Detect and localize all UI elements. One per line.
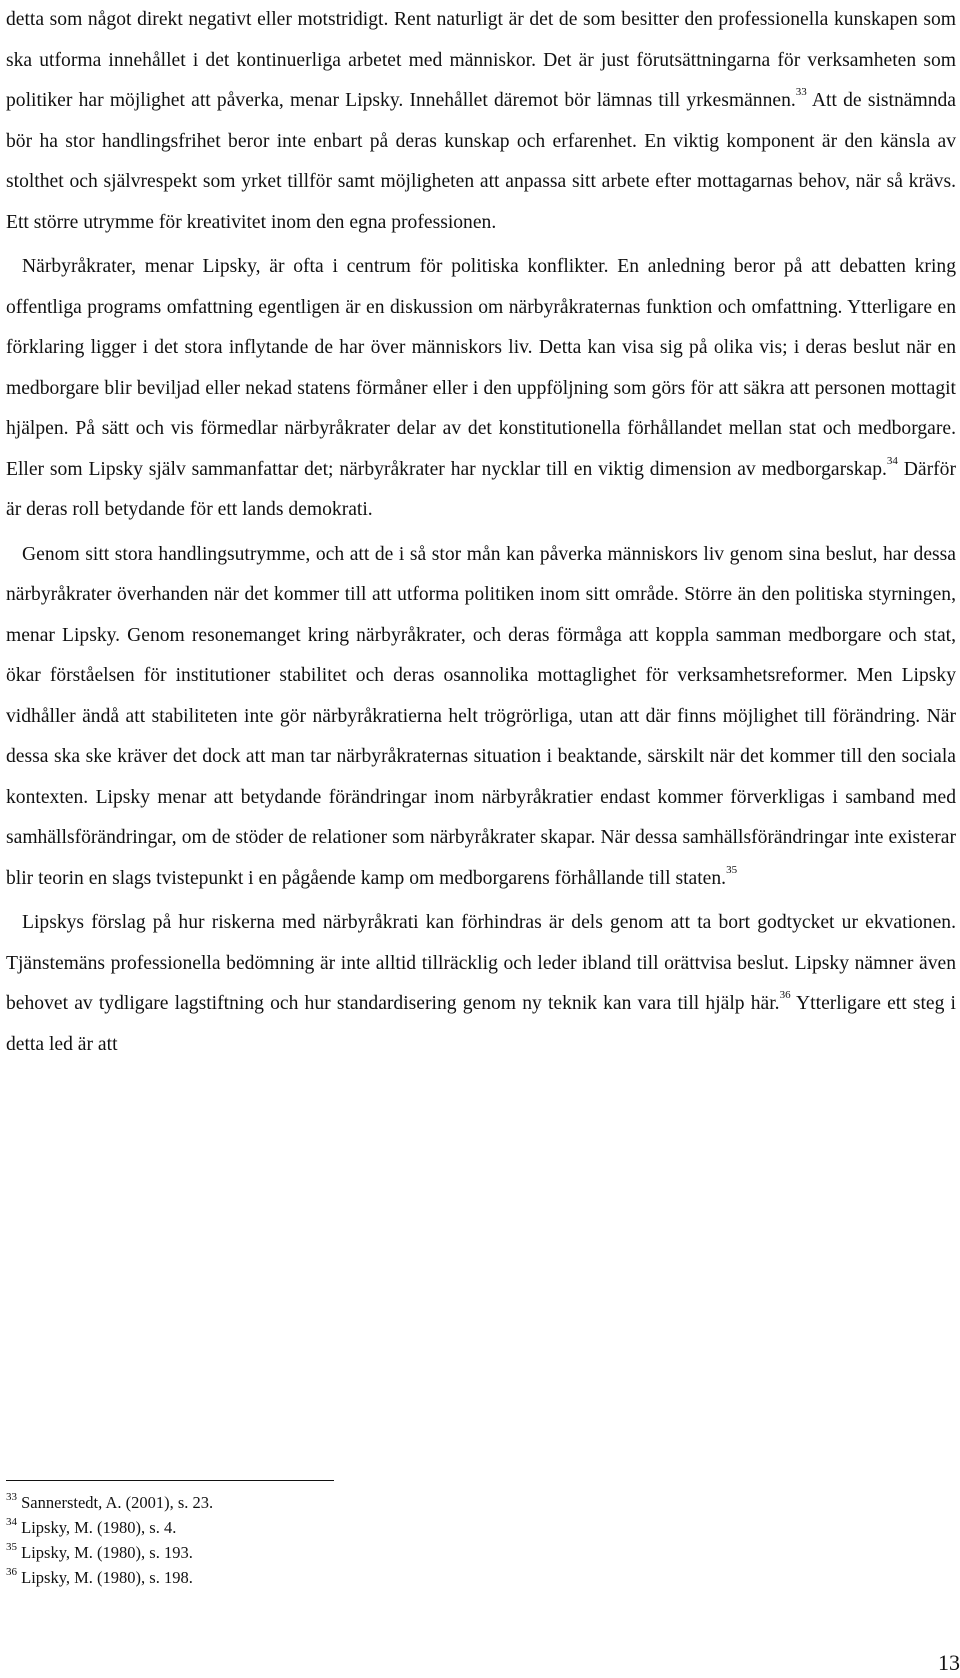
paragraph-text: detta som något direkt negativt eller motstridigt. Rent naturligt är det de som besitter den professionella kunskapen som ska utforma innehållet i det kontinuerliga arbetet med människor. Det är just förutsättningarna för verksamheten som politiker har möjlighet att påverka, menar Lipsky. Innehållet däremot bör lämnas till yrkesmännen. <box>6 9 956 111</box>
footnote <box>6 1490 606 1515</box>
footnote-separator <box>6 1480 334 1481</box>
footnotes <box>6 1490 606 1590</box>
footnote-number: 36 <box>6 1565 17 1578</box>
footnote-reference: 34 <box>886 454 898 467</box>
page-number: 13 <box>938 1650 960 1675</box>
footnote-text: Sannerstedt, A. (2001), s. 23. <box>17 1493 214 1512</box>
page-body <box>6 0 956 1065</box>
footnote-reference: 36 <box>779 989 791 1002</box>
footnote <box>6 1540 606 1565</box>
footnote-number: 33 <box>6 1490 17 1503</box>
paragraph <box>6 0 956 243</box>
paragraph-text: Därför är deras roll betydande för ett lands demokrati. <box>6 458 956 520</box>
footnote-reference: 33 <box>795 86 807 99</box>
paragraph <box>6 903 956 1065</box>
paragraph-text: Ytterligare ett steg i detta led är att <box>6 993 956 1055</box>
footnote <box>6 1565 606 1590</box>
paragraph-text: Genom sitt stora handlingsutrymme, och att de i så stor mån kan påverka människors liv genom sina beslut, har dessa närbyråkrater överhanden när det kommer till att utforma politiken inom sitt område. Större än den politiska styrningen, menar Lipsky. Genom resonemanget kring närbyråkrater, och deras förmåga att koppla samman medborgare och stat, ökar förståelsen för institutioner stabilitet och deras osannolika mottaglighet för verksamhetsreformer. Men Lipsky vidhåller ändå att stabiliteten inte gör närbyråkratierna helt trögrörliga, utan att där finns möjlighet till förändring. När dessa ska ske kräver det dock att man tar närbyråkraternas situation i beaktande, särskilt när det kommer till den sociala kontexten. Lipsky menar att betydande förändringar inom närbyråkratier endast kommer förverkligas i samband med samhällsförändringar, om de stöder de relationer som närbyråkrater skapar. När dessa samhällsförändringar inte existerar blir teorin en slags tvistepunkt i en pågående kamp om medborgarens förhållande till staten. <box>6 543 956 889</box>
footnote-reference: 35 <box>726 863 738 876</box>
footnote-text: Lipsky, M. (1980), s. 4. <box>17 1518 177 1537</box>
paragraph-text: Närbyråkrater, menar Lipsky, är ofta i centrum för politiska konflikter. En anledning beror på att debatten kring offentliga programs omfattning egentligen är en diskussion om närbyråkraternas funktion och omfattning. Ytterligare en förklaring ligger i det stora inflytande de har över människors liv. Detta kan visa sig på olika vis; i deras beslut när en medborgare blir beviljad eller nekad statens förmåner eller i den uppföljning som görs för att säkra att personen mottagit hjälpen. På sätt och vis förmedlar närbyråkrater delar av det konstitutionella förhållandet mellan stat och medborgare. Eller som Lipsky själv sammanfattar det; närbyråkrater har nycklar till en viktig dimension av medborgarskap. <box>6 256 956 480</box>
footnote-text: Lipsky, M. (1980), s. 193. <box>17 1543 193 1562</box>
paragraph-text: Lipskys förslag på hur riskerna med närbyråkrati kan förhindras är dels genom att ta bort godtycket ur ekvationen. Tjänstemäns professionella bedömning är inte alltid tillräcklig och leder ibland till orättvisa beslut. Lipsky nämner även behovet av tydligare lagstiftning och hur standardisering genom ny teknik kan vara till hjälp här. <box>6 912 956 1014</box>
footnote-number: 35 <box>6 1540 17 1553</box>
footnote-text: Lipsky, M. (1980), s. 198. <box>17 1568 193 1587</box>
paragraph <box>6 535 956 900</box>
footnote <box>6 1515 606 1540</box>
paragraph <box>6 247 956 531</box>
footnote-number: 34 <box>6 1515 17 1528</box>
paragraph-text: Att de sistnämnda bör ha stor handlingsfrihet beror inte enbart på deras kunskap och erfarenhet. En viktig komponent är den känsla av stolthet och självrespekt som yrket tillför samt möjligheten att anpassa sitt arbete efter mottagarnas behov, när så krävs. Ett större utrymme för kreativitet inom den egna professionen. <box>6 90 956 233</box>
